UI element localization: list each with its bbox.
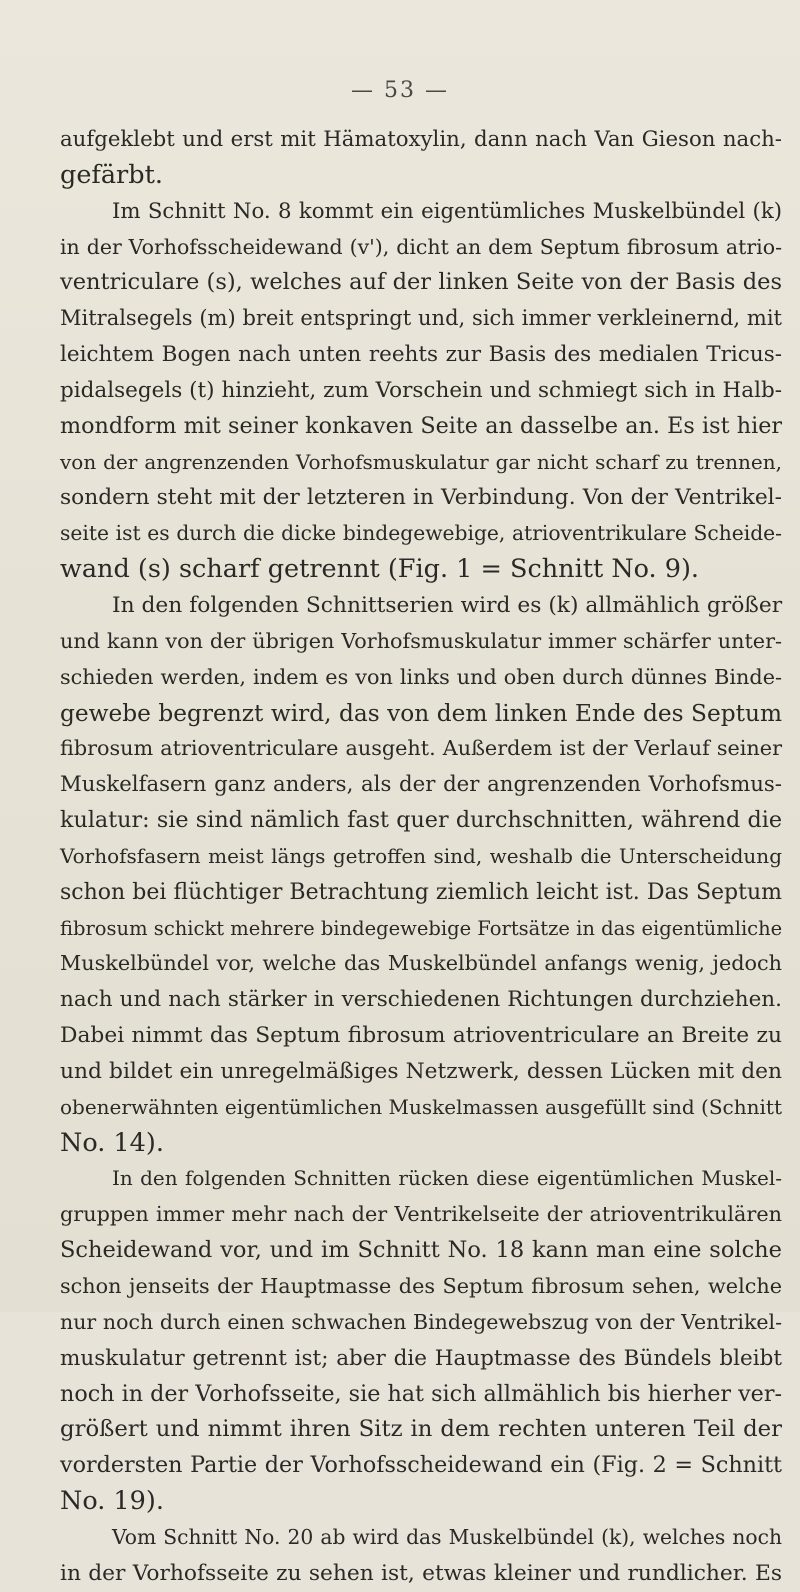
text-line: In den folgenden Schnittserien wird es (k) allmählich größer (112, 592, 783, 618)
text-line: Vom Schnitt No. 20 ab wird das Muskelbündel (k), welches noch (112, 1524, 782, 1549)
text-line: schon bei flüchtiger Betrachtung ziemlich leicht ist. Das Septum (60, 879, 782, 905)
text-line: nur noch durch einen schwachen Bindegewebszug von der Ventrikel- (60, 1309, 782, 1334)
text-line: Im Schnitt No. 8 kommt ein eigentümliches Muskelbündel (k) (112, 198, 782, 224)
text-line: Dabei nimmt das Septum fibrosum atrioventriculare an Breite zu (60, 1023, 782, 1049)
text-line: sondern steht mit der letzteren in Verbindung. Von der Ventrikel- (60, 485, 782, 511)
text-line: leichtem Bogen nach unten reehts zur Basis des medialen Tricus- (60, 342, 782, 368)
text-line: noch in der Vorhofsseite, sie hat sich allmählich bis hierher ver- (60, 1380, 782, 1407)
text-line: in der Vorhofsscheidewand (v'), dicht an dem Septum fibrosum atrio- (60, 234, 782, 259)
text-line: fibrosum schickt mehrere bindegewebige Fortsätze in das eigentümliche (60, 916, 783, 940)
text-line: schieden werden, indem es von links und oben durch dünnes Binde- (60, 664, 782, 689)
text-line: Mitralsegels (m) breit entspringt und, sich immer verkleinernd, mit (60, 306, 782, 331)
text-line: und kann von der übrigen Vorhofsmuskulatur immer schärfer unter- (60, 628, 782, 653)
text-line: In den folgenden Schnitten rücken diese eigentümlichen Muskel- (112, 1166, 782, 1191)
text-line: Muskelbündel vor, welche das Muskelbündel anfangs wenig, jedoch (60, 951, 782, 976)
text-line: Muskelfasern ganz anders, als der der angrenzenden Vorhofsmus- (60, 772, 782, 798)
text-line: aufgeklebt und erst mit Hämatoxylin, dann nach Van Gieson nach- (60, 127, 782, 152)
text-line: schon jenseits der Hauptmasse des Septum fibrosum sehen, welche (60, 1274, 782, 1298)
text-line: vordersten Partie der Vorhofsscheidewand ein (Fig. 2 = Schnitt (60, 1452, 782, 1479)
text-line: ventriculare (s), welches auf der linken Seite von der Basis des (60, 269, 782, 296)
text-line: wand (s) scharf getrennt (Fig. 1 = Schnitt No. 9). (60, 554, 700, 585)
text-line: kulatur: sie sind nämlich fast quer durchschnitten, während die (60, 807, 782, 834)
text-line: No. 14). (60, 1127, 164, 1158)
text-line: fibrosum atrioventriculare ausgeht. Außerdem ist der Verlauf seiner (60, 736, 782, 761)
text-line: No. 19). (60, 1486, 164, 1517)
text-line: muskulatur getrennt ist; aber die Hauptmasse des Bündels bleibt (60, 1345, 782, 1371)
text-line: seite ist es durch die dicke bindegewebige, atrioventrikulare Scheide- (60, 521, 782, 546)
page-number: — 53 — (351, 78, 449, 103)
text-line: Vorhofsfasern meist längs getroffen sind, weshalb die Unterscheidung (60, 843, 782, 868)
text-line: von der angrenzenden Vorhofsmuskulatur gar nicht scharf zu trennen, (60, 449, 782, 474)
text-line: und bildet ein unregelmäßiges Netzwerk, dessen Lücken mit den (60, 1058, 782, 1084)
text-line: gefärbt. (60, 159, 163, 190)
text-line: größert und nimmt ihren Sitz in dem rechten unteren Teil der (60, 1416, 782, 1443)
text-line: nach und nach stärker in verschiedenen Richtungen durchziehen. (60, 987, 782, 1013)
text-line: Scheidewand vor, und im Schnitt No. 18 kann man eine solche (60, 1237, 782, 1264)
text-line: obenerwähnten eigentümlichen Muskelmassen ausgefüllt sind (Schnitt (60, 1094, 782, 1119)
text-line: pidalsegels (t) hinzieht, zum Vorschein und schmiegt sich in Halb- (60, 377, 782, 403)
text-line: in der Vorhofsseite zu sehen ist, etwas kleiner und rundlicher. Es (60, 1560, 782, 1586)
text-line: gewebe begrenzt wird, das von dem linken Ende des Septum (60, 699, 782, 727)
body-text (60, 122, 782, 1592)
text-line: gruppen immer mehr nach der Ventrikelseite der atrioventrikulären (60, 1202, 782, 1227)
text-line: mondform mit seiner konkaven Seite an dasselbe an. Es ist hier (60, 412, 782, 439)
